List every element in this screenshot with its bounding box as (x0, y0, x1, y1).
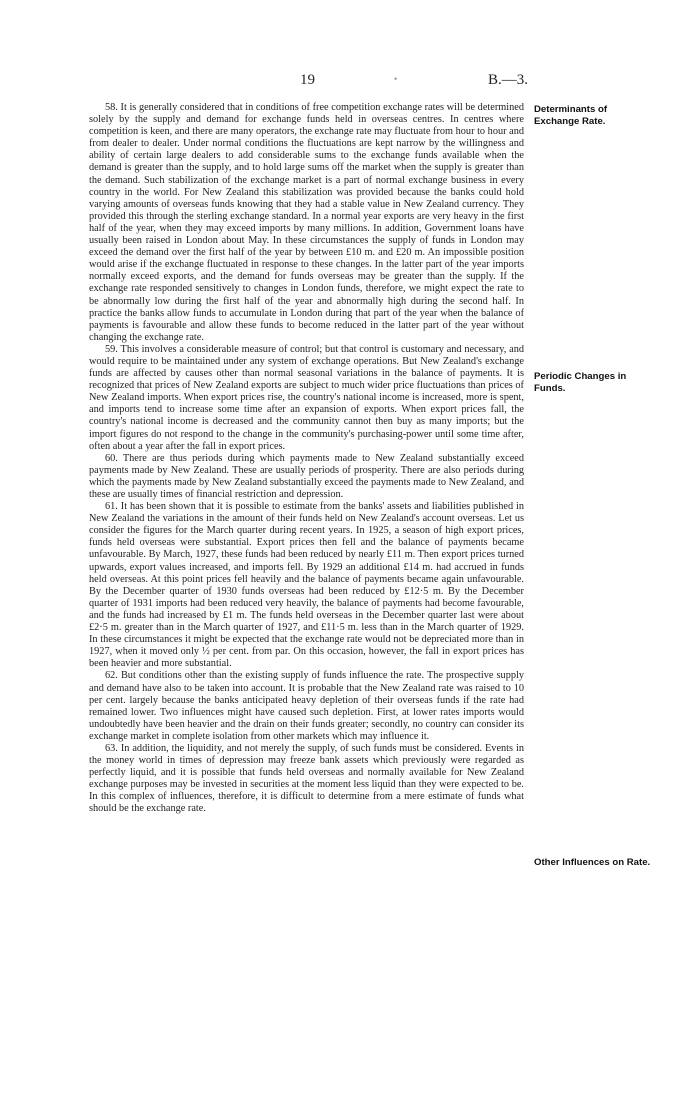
page-number: 19 (300, 72, 315, 88)
paragraph-60 (89, 453, 524, 501)
sidenote-other-influences: Other Influences on Rate. (534, 857, 651, 868)
body-text (89, 102, 524, 816)
sidenote-determinants: Determinants of Exchange Rate. (534, 104, 608, 127)
paragraph-61 (89, 501, 524, 670)
paragraph-text: It is generally considered that in conditions of free competition exchange rates will be determined solely by the supply and demand for exchange funds held in overseas centres. In centres where competition is keen, and there are many operators, the exchange rate may fluctuate from hour to hour and from dealer to dealer. Under normal conditions the fluctuations are kept narrow by the willingness and ability of certain large dealers to add considerable sums to the exchange funds available when the demand is greater than the supply, and to hold large sums off the market when the supply is greater than the demand. Such stabilization of the exchange market is a part of normal exchange business in every country in the world. For New Zealand this stabilization was provided because the banks could hold varying amounts of overseas funds knowing that they had a stable value in New Zealand currency. They provided this through the sterling exchange standard. In a normal year exports are very heavy in the first half of the year, when they may exceed imports by many millions. In addition, Government loans have usually been raised in London about May. In these circumstances the supply of funds in London may exceed the demand over the first half of the year by between £10 m. and £20 m. An impossible position would arise if the exchange fluctuated in response to these changes. In the latter part of the year imports normally exceed exports, and the demand for funds overseas may be greater than the supply. If the exchange rate responded sensitively to changes in London funds, therefore, we might expect the rate to be abnormally low during the first half of the year and abnormally high during the second half. In practice the banks allow funds to accumulate in London during that part of the year when the balance of payments is favourable and allow these funds to become reduced in the latter part of the year without changing the exchange rate. (89, 102, 524, 343)
paragraph-number: 59. (105, 343, 118, 355)
paragraph-62 (89, 670, 524, 743)
paragraph-63 (89, 743, 524, 816)
page-header (0, 72, 700, 94)
paragraph-text: In addition, the liquidity, and not merely the supply, of such funds must be considered. Events in the money world in times of depression may freeze bank assets which previously were regarded as perfectly liquid, and it is possible that funds held overseas and normally available for New Zealand exchange purposes may be invested in securities at the moment less liquid than they were expected to be. In this complex of influences, therefore, it is difficult to determine from a mere estimate of funds what should be the exchange rate. (89, 742, 524, 815)
paragraph-text: It has been shown that it is possible to estimate from the banks' assets and liabilities published in New Zealand the variations in the amount of their funds held on New Zealand's account overseas. Let us consider the figures for the March quarter during recent years. In 1925, a season of high export prices, funds held overseas were substantial. Export prices then fell and the balance of payments became unfavourable. By March, 1927, these funds had been reduced by nearly £11 m. Then export prices turned upwards, export values increased, and imports fell. By 1929 an additional £14 m. had accrued in funds held overseas. At this point prices fell heavily and the balance of payments became again unfavourable. By the December quarter of 1930 funds overseas had been reduced by £12·5 m. By the December quarter of 1931 imports had been reduced very heavily, the balance of payments had become favourable, and the funds had increased by £1 m. The funds held overseas in the December quarter last were about £2·5 m. greater than in the March quarter of 1927, and £11·5 m. less than in the March quarter of 1929. In these circumstances it might be expected that the exchange rate would not be depreciated more than in 1927, when it moved only ½ per cent. from par. On this occasion, however, the fall in export prices has been heavier and more substantial. (89, 501, 524, 670)
paragraph-number: 60. (105, 452, 118, 464)
paragraph-text: But conditions other than the existing supply of funds influence the rate. The prospective supply and demand have also to be taken into account. It is probable that the New Zealand rate was raised to 10 per cent. largely because the banks anticipated heavy depletion of their overseas funds if the rate had remained lower. Two influences might have caused such depletion. First, at lower rates imports would undoubtedly have been heavier and the drain on their funds greater; secondly, no country can consider its exchange market in complete isolation from other markets which may influence it. (89, 670, 525, 742)
sidenote-periodic-changes: Periodic Changes in Funds. (534, 371, 627, 394)
header-dot-mark: • (394, 74, 398, 84)
paragraph-number: 62. (105, 670, 118, 682)
paragraph-number: 58. (105, 102, 118, 113)
paragraph-number: 61. (105, 501, 118, 513)
paragraph-text: This involves a considerable measure of control; but that control is customary and necessary, and would require to be maintained under any system of exchange operations. But New Zealand's exchange funds are affected by causes other than normal seasonal variations in the balance of payments. It is recognized that prices of New Zealand exports are subject to much wider price fluctuations than prices of New Zealand imports. When export prices rise, the country's national income is increased, more is spent, and imports tend to increase some time after an expansion of exports. When export prices fall, the country's national income is decreased and the community cannot then buy as many imports; but the import figures do not respond to the change in the community's purchasing-power until some time after, often about a year after the fall in export prices. (89, 343, 525, 452)
paragraph-text: There are thus periods during which payments made to New Zealand substantially exceed payments made by New Zealand. These are usually periods of prosperity. There are also periods during which the payments made by New Zealand substantially exceed the payments made to New Zealand, and these are usually times of financial restriction and depression. (89, 452, 524, 500)
paragraph-58 (89, 102, 524, 344)
document-reference: B.—3. (488, 72, 529, 88)
paragraph-number: 63. (105, 742, 118, 754)
paragraph-59 (89, 344, 524, 453)
